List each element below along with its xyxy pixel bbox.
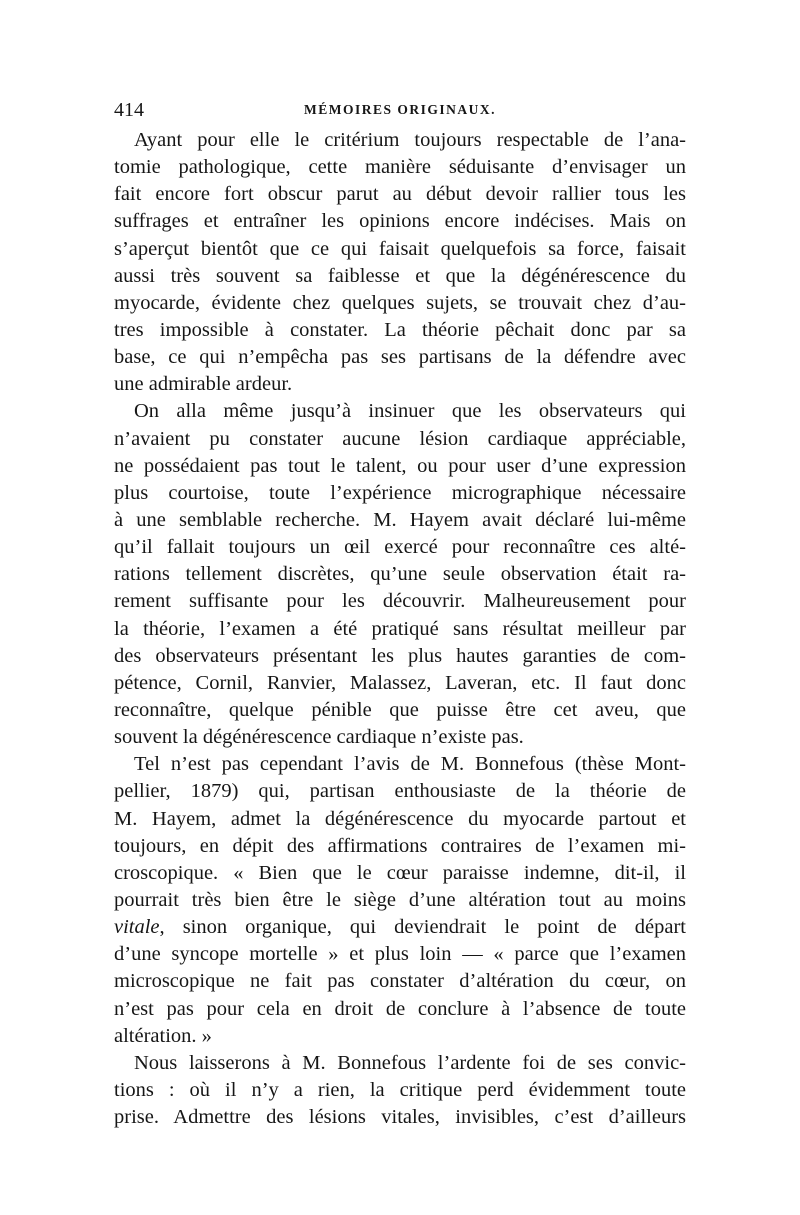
text-line: ne possédaient pas tout le talent, ou pour user d’une expression [114, 454, 686, 477]
text-line: à une semblable recherche. M. Hayem avait déclaré lui-même [114, 508, 686, 531]
text-line: qu’il fallait toujours un œil exercé pour reconnaître ces alté- [114, 536, 686, 559]
text-line: n’avaient pu constater aucune lésion cardiaque appréciable, [114, 427, 686, 450]
text-line: s’aperçut bientôt que ce qui faisait quelquefois sa force, faisait [114, 237, 686, 260]
text-line: microscopique ne fait pas constater d’altération du cœur, on [114, 970, 686, 993]
page-header [114, 98, 686, 122]
text-line: On alla même jusqu’à insinuer que les observateurs qui [134, 400, 686, 423]
italic-word: vitale [114, 916, 160, 939]
text-line: fait encore fort obscur parut au début devoir rallier tous les [114, 183, 686, 206]
text-line: rations tellement discrètes, qu’une seule observation était ra- [114, 563, 686, 586]
text-line: n’est pas pour cela en droit de conclure à l’absence de toute [114, 997, 686, 1020]
text-line: tomie pathologique, cette manière séduisante d’envisager un [114, 156, 686, 179]
running-head: MÉMOIRES ORIGINAUX. [303, 102, 496, 117]
text-fragment: , sinon organique, qui deviendrait le point de départ [159, 916, 686, 939]
page-number: 414 [114, 99, 144, 121]
text-line: rement suffisante pour les découvrir. Malheureusement pour [114, 590, 686, 613]
text-line: suffrages et entraîner les opinions encore indécises. Mais on [114, 210, 686, 233]
text-line: pétence, Cornil, Ranvier, Malassez, Laveran, etc. Il faut donc [114, 671, 686, 694]
text-line: pourrait très bien être le siège d’une altération tout au moins [114, 888, 686, 911]
text-line: plus courtoise, toute l’expérience micrographique nécessaire [114, 481, 686, 504]
text-line: altération. » [114, 1024, 212, 1047]
text-line: pellier, 1879) qui, partisan enthousiaste de la théorie de [114, 780, 686, 803]
text-line-with-italic [114, 914, 686, 941]
text-line: base, ce qui n’empêcha pas ses partisans de la défendre avec [114, 346, 686, 369]
text-line: tres impossible à constater. La théorie pêchait donc par sa [114, 318, 686, 341]
text-line: souvent la dégénérescence cardiaque n’existe pas. [114, 726, 524, 749]
body-text [114, 127, 686, 1131]
text-line: tions : où il n’y a rien, la critique perd évidemment toute [114, 1078, 686, 1101]
text-line: aussi très souvent sa faiblesse et que la dégénérescence du [114, 264, 686, 287]
text-line: Ayant pour elle le critérium toujours respectable de l’ana- [134, 129, 686, 151]
text-line: Nous laisserons à M. Bonnefous l’ardente foi de ses convic- [134, 1051, 686, 1074]
text-line: d’une syncope mortelle » et plus loin — « parce que l’examen [114, 943, 686, 966]
text-line: Tel n’est pas cependant l’avis de M. Bonnefous (thèse Mont- [134, 753, 686, 776]
text-line: des observateurs présentant les plus hautes garanties de com- [114, 644, 686, 667]
text-line: reconnaître, quelque pénible que puisse être cet aveu, que [114, 698, 686, 721]
text-line: M. Hayem, admet la dégénérescence du myocarde partout et [114, 807, 686, 830]
text-line: prise. Admettre des lésions vitales, invisibles, c’est d’ailleurs [114, 1106, 686, 1129]
text-line: toujours, en dépit des affirmations contraires de l’examen mi- [114, 834, 686, 857]
text-line: la théorie, l’examen a été pratiqué sans résultat meilleur par [114, 617, 686, 640]
text-line: une admirable ardeur. [114, 373, 293, 396]
text-line: myocarde, évidente chez quelques sujets, se trouvait chez d’au- [114, 291, 686, 314]
text-line: croscopique. « Bien que le cœur paraisse indemne, dit-il, il [114, 861, 686, 884]
